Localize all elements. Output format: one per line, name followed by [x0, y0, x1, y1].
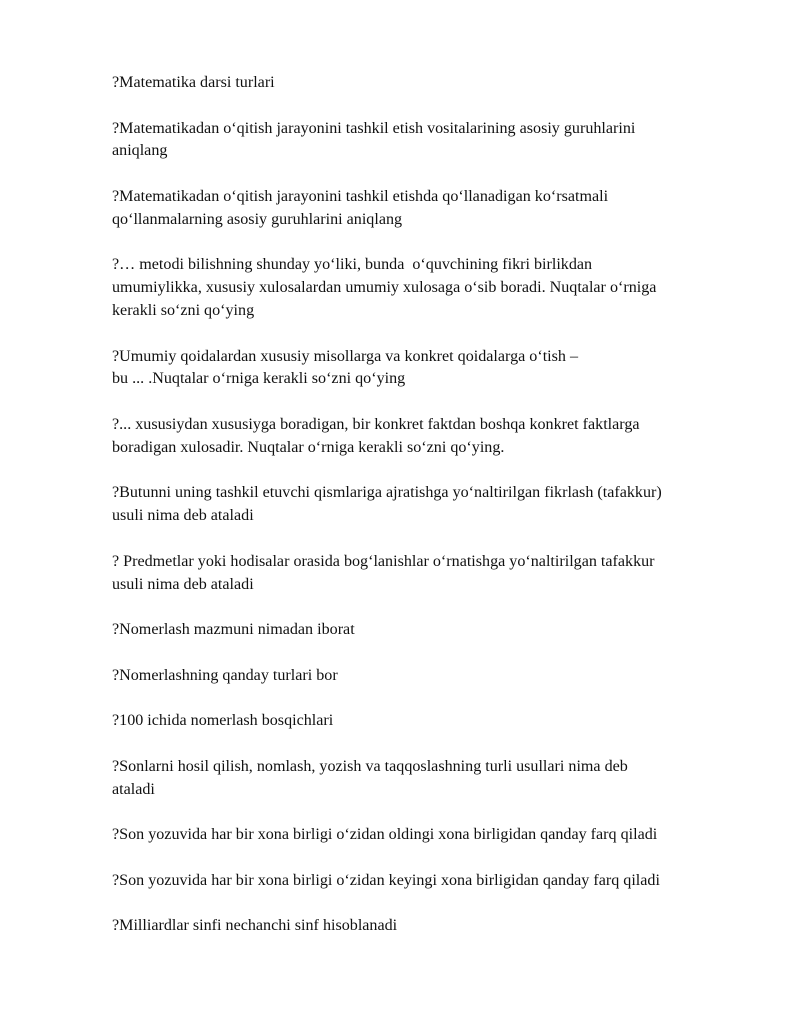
question-item [112, 482, 748, 528]
question-text-line: ?Umumiy qoidalardan xususiy misollarga va konkret qoidalarga o‘tish – [112, 347, 579, 365]
question-item [112, 72, 748, 95]
question-text-line: bu ... .Nuqtalar o‘rniga kerakli so‘zni qo‘ying [112, 370, 406, 388]
question-text-line: usuli nima deb ataladi [112, 575, 254, 593]
question-text-line: ? Predmetlar yoki hodisalar orasida bog‘lanishlar o‘rnatishga yo‘naltirilgan tafakkur [112, 552, 655, 570]
question-item [112, 414, 748, 460]
question-text-line: ?Milliardlar sinfi nechanchi sinf hisoblanadi [112, 917, 398, 935]
question-text-line: ?Nomerlashning qanday turlari bor [112, 666, 338, 684]
question-text-line: qo‘llanmalarning asosiy guruhlarini aniqlang [112, 210, 403, 228]
question-item [112, 619, 748, 642]
question-text-line: ?Butunni uning tashkil etuvchi qismlariga ajratishga yo‘naltirilgan fikrlash (tafakkur) [112, 484, 662, 502]
question-item [112, 870, 748, 893]
question-text-line: aniqlang [112, 142, 168, 160]
question-text-line: ?100 ichida nomerlash bosqichlari [112, 712, 334, 730]
question-text-line: usuli nima deb ataladi [112, 507, 254, 525]
question-text-line: ?… metodi bilishning shunday yo‘liki, bunda o‘quvchining fikri birlikdan [112, 256, 593, 274]
question-item [112, 710, 748, 733]
question-item [112, 254, 748, 322]
question-item [112, 756, 748, 802]
question-list [112, 72, 748, 961]
question-text-line: kerakli so‘zni qo‘ying [112, 301, 255, 319]
question-text-line: ?Matematikadan o‘qitish jarayonini tashkil etishda qo‘llanadigan ko‘rsatmali [112, 187, 609, 205]
question-text-line: umumiylikka, xususiy xulosalardan umumiy xulosaga o‘sib boradi. Nuqtalar o‘rniga [112, 279, 657, 297]
question-text-line: ?Son yozuvida har bir xona birligi o‘zidan keyingi xona birligidan qanday farq qiladi [112, 871, 660, 889]
question-item [112, 824, 748, 847]
question-item [112, 346, 748, 392]
question-text-line: ?Son yozuvida har bir xona birligi o‘zidan oldingi xona birligidan qanday farq qiladi [112, 826, 658, 844]
question-item [112, 551, 748, 597]
question-text-line: ataladi [112, 780, 155, 798]
question-item [112, 665, 748, 688]
question-text-line: boradigan xulosadir. Nuqtalar o‘rniga kerakli so‘zni qo‘ying. [112, 438, 505, 456]
question-item [112, 915, 748, 938]
question-text-line: ?Matematika darsi turlari [112, 74, 275, 91]
question-text-line: ?Matematikadan o‘qitish jarayonini tashkil etish vositalarining asosiy guruhlarini [112, 119, 636, 137]
question-text-line: ?Sonlarni hosil qilish, nomlash, yozish va taqqoslashning turli usullari nima deb [112, 757, 628, 775]
question-text-line: ?Nomerlash mazmuni nimadan iborat [112, 621, 355, 639]
question-text-line: ?... xususiydan xususiyga boradigan, bir konkret faktdan boshqa konkret faktlarga [112, 415, 640, 433]
question-item [112, 118, 748, 164]
question-item [112, 186, 748, 232]
